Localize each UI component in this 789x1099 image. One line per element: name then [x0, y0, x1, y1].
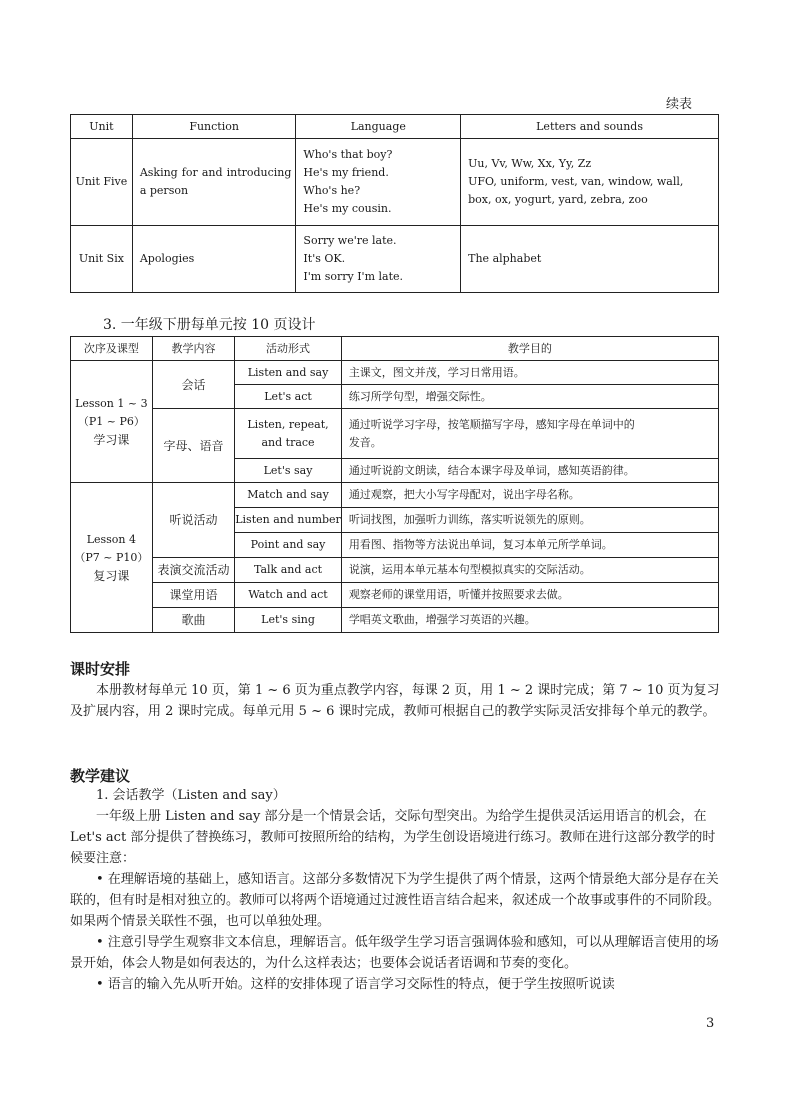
purpose-cell: 听词找图，加强听力训练，落实听说领先的原则。 — [341, 508, 718, 533]
unit-cell: Unit Six — [71, 226, 133, 293]
activity-cell: Listen and say — [235, 361, 342, 385]
purpose-cell: 说演，运用本单元基本句型模拟真实的交际活动。 — [341, 558, 718, 583]
activity-cell: Talk and act — [235, 558, 342, 583]
purpose-cell: 通过听说学习字母，按笔顺描写字母，感知字母在单词中的 发音。 — [341, 409, 718, 459]
purpose-cell: 用看图、指物等方法说出单词，复习本单元所学单词。 — [341, 533, 718, 558]
suggestions-intro: 一年级上册 Listen and say 部分是一个情景会话，交际句型突出。为给学生提供灵活运用语言的机会，在 Let's act 部分提供了替换练习，教师可按照所给的结构，为学生创设语境进行练习。教师在进行这部分教学的时候要注意： — [70, 809, 716, 866]
header-activity: 活动形式 — [235, 337, 342, 361]
activity-cell: Point and say — [235, 533, 342, 558]
header-unit: Unit — [71, 115, 133, 139]
content-dialogue: 会话 — [152, 361, 235, 409]
purpose-cell: 观察老师的课堂用语，听懂并按照要求去做。 — [341, 583, 718, 608]
activity-cell: Match and say — [235, 483, 342, 508]
section-3-title: 3. 一年级下册每单元按 10 页设计 — [103, 317, 316, 333]
content-letters-sounds: 字母、语音 — [152, 409, 235, 483]
purpose-cell: 通过观察，把大小写字母配对，说出字母名称。 — [341, 483, 718, 508]
lesson-group-2: Lesson 4 （P7 ~ P10） 复习课 — [71, 483, 153, 633]
content-listening: 听说活动 — [152, 483, 235, 558]
header-content: 教学内容 — [152, 337, 235, 361]
language-cell: Who's that boy? He's my friend. Who's he? He's my cousin. — [296, 139, 461, 226]
activity-cell: Let's sing — [235, 608, 342, 633]
lesson-group-1: Lesson 1 ~ 3 （P1 ~ P6） 学习课 — [71, 361, 153, 483]
table-row — [71, 361, 719, 385]
purpose-cell: 练习所学句型，增强交际性。 — [341, 385, 718, 409]
letters-cell: The alphabet — [461, 226, 719, 293]
table-row — [71, 409, 719, 459]
purpose-cell: 主课文，图文并茂，学习日常用语。 — [341, 361, 718, 385]
content-performance: 表演交流活动 — [152, 558, 235, 583]
units-table — [70, 114, 719, 293]
schedule-heading: 课时安排 — [70, 660, 131, 678]
table-row — [71, 483, 719, 508]
activity-cell: Let's say — [235, 459, 342, 483]
header-purpose: 教学目的 — [341, 337, 718, 361]
bullet-item: • 注意引导学生观察非文本信息，理解语言。低年级学生学习语言强调体验和感知，可以从理解语言使用的场景开始，体会人物是如何表达的，为什么这样表达；也要体会说话者语调和节奏的变化。 — [70, 935, 719, 971]
schedule-paragraph: 本册教材每单元 10 页，第 1 ~ 6 页为重点教学内容，每课 2 页，用 1 ~ 2 课时完成；第 7 ~ 10 页为复习及扩展内容，用 2 课时完成。每单元用 5 ~ 6 课时完成，教师可根据自己的教学实际灵活安排每个单元的教学。 — [70, 683, 720, 719]
suggestions-subtitle: 1. 会话教学（Listen and say） — [96, 788, 286, 803]
function-cell: Asking for and introducing a person — [132, 139, 296, 226]
letters-cell: Uu, Vv, Ww, Xx, Yy, Zz UFO, uniform, vest, van, window, wall, box, ox, yogurt, yard, zebra, zoo — [461, 139, 719, 226]
header-lesson-type: 次序及课型 — [71, 337, 153, 361]
header-function: Function — [132, 115, 296, 139]
table-row — [71, 226, 719, 293]
continued-label: 续表 — [666, 97, 693, 112]
activity-cell: Listen and number — [235, 508, 342, 533]
bullet-item: • 在理解语境的基础上，感知语言。这部分多数情况下为学生提供了两个情景，这两个情景绝大部分是存在关联的，但有时是相对独立的。教师可以将两个语境通过过渡性语言结合起来，叙述成一个故事或事件的不同阶段。如果两个情景关联性不强，也可以单独处理。 — [70, 872, 721, 929]
unit-cell: Unit Five — [71, 139, 133, 226]
language-cell: Sorry we're late. It's OK. I'm sorry I'm late. — [296, 226, 461, 293]
lesson-plan-table — [70, 336, 719, 633]
table-row — [71, 583, 719, 608]
activity-cell: Watch and act — [235, 583, 342, 608]
purpose-cell: 通过听说韵文朗读，结合本课字母及单词，感知英语韵律。 — [341, 459, 718, 483]
header-language: Language — [296, 115, 461, 139]
activity-cell: Listen, repeat, and trace — [235, 409, 342, 459]
table-row — [71, 608, 719, 633]
activity-cell: Let's act — [235, 385, 342, 409]
bullet-item: • 语言的输入先从听开始。这样的安排体现了语言学习交际性的特点，便于学生按照听说读 — [96, 977, 615, 992]
page-number: 3 — [706, 1016, 715, 1031]
content-classroom-language: 课堂用语 — [152, 583, 235, 608]
suggestions-heading: 教学建议 — [70, 767, 131, 785]
table-row — [71, 558, 719, 583]
function-cell: Apologies — [132, 226, 296, 293]
suggestions-body — [70, 785, 720, 995]
purpose-cell: 学唱英文歌曲，增强学习英语的兴趣。 — [341, 608, 718, 633]
table-row — [71, 139, 719, 226]
header-letters: Letters and sounds — [461, 115, 719, 139]
content-songs: 歌曲 — [152, 608, 235, 633]
